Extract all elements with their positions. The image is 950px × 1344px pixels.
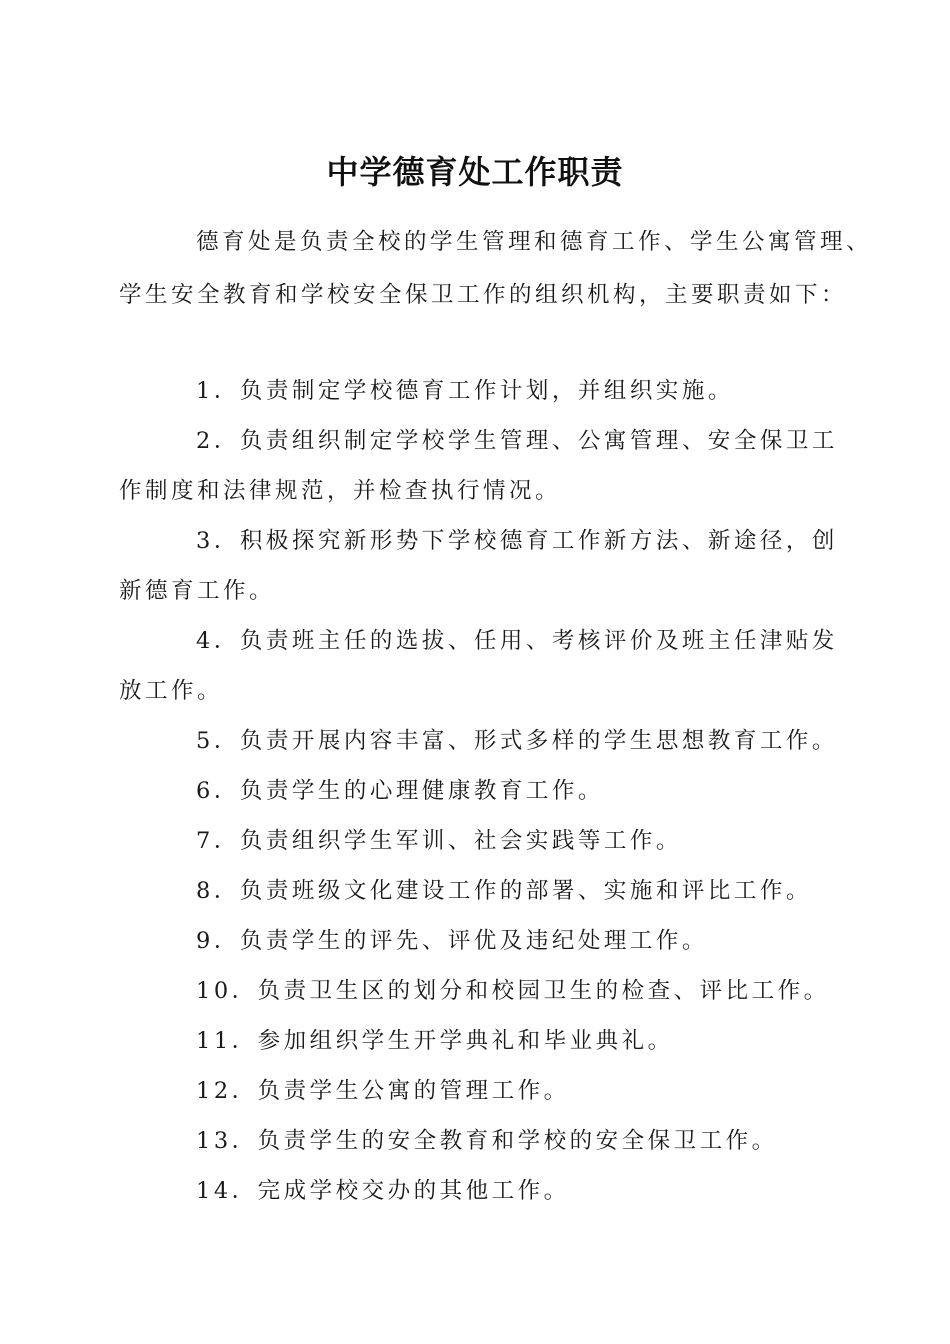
item-9: 9．负责学生的评先、评优及违纪处理工作。 [196,928,708,954]
item-11: 11．参加组织学生开学典礼和毕业典礼。 [196,1028,674,1054]
item-2: 2．负责组织制定学校学生管理、公寓管理、安全保卫工 [196,428,838,454]
item-4: 4．负责班主任的选拔、任用、考核评价及班主任津贴发 [196,628,838,654]
intro-line-1: 德育处是负责全校的学生管理和德育工作、学生公寓管理、 [196,229,873,255]
item-14: 14．完成学校交办的其他工作。 [196,1178,570,1204]
item-12: 12．负责学生公寓的管理工作。 [196,1078,570,1104]
document-title: 中学德育处工作职责 [326,153,624,191]
item-7: 7．负责组织学生军训、社会实践等工作。 [196,828,682,854]
item-2-continued: 作制度和法律规范，并检查执行情况。 [119,478,562,504]
intro-line-2: 学生安全教育和学校安全保卫工作的组织机构，主要职责如下： [119,282,848,308]
item-1: 1．负责制定学校德育工作计划，并组织实施。 [196,378,734,404]
item-4-continued: 放工作。 [119,678,224,704]
item-13: 13．负责学生的安全教育和学校的安全保卫工作。 [196,1128,778,1154]
item-6: 6．负责学生的心理健康教育工作。 [196,778,604,804]
item-5: 5．负责开展内容丰富、形式多样的学生思想教育工作。 [196,728,838,754]
item-3-continued: 新德育工作。 [119,578,276,604]
item-10: 10．负责卫生区的划分和校园卫生的检查、评比工作。 [196,978,830,1004]
item-3: 3．积极探究新形势下学校德育工作新方法、新途径，创 [196,528,838,554]
item-8: 8．负责班级文化建设工作的部署、实施和评比工作。 [196,878,812,904]
